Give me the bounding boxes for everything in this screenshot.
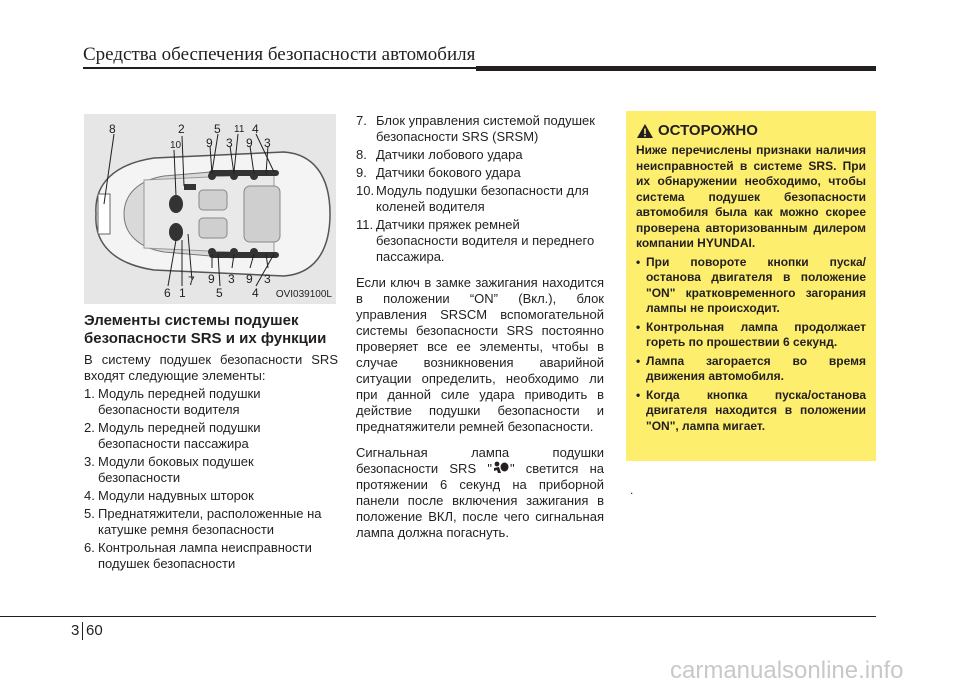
list-item [84,454,338,486]
lamp-text-before: Сигнальная лампа подушки безопасности SRS " [356,445,604,476]
component-list-part1 [84,386,338,572]
list-text: Модуль передней подушки безопасности пассажира [98,420,261,451]
list-number: 7. [356,113,367,128]
list-text: Контрольная лампа неисправности подушек безопасности [98,540,312,571]
list-text: Модуль передней подушки безопасности водителя [98,386,261,417]
warning-bullet: • Контрольная лампа продолжает гореть по прошествии 6 секунд. [636,320,866,351]
list-item [84,420,338,452]
list-text: Модуль подушки безопасности для коленей водителя [376,183,589,214]
list-text: Датчики бокового удара [376,165,521,180]
callout-label: 3 [228,272,235,286]
list-number: 1. [84,386,95,401]
warning-title: ОСТОРОЖНО [658,122,758,140]
callout-label: 1 [179,286,186,300]
srscm-paragraph: Если ключ в замке зажигания находится в положении “ON” (Вкл.), блок управления SRSCM вспомогательной системы безопасности SRS постоянно проверяет все ее элементы, чтобы в случае возникновения аварийной ситуации определить, необходимо ли при данной силе удара приводить в действие подушки безопасности и преднатяжители ремней безопасности. [356,275,604,434]
callout-label: 2 [178,122,185,136]
list-item [356,113,604,145]
list-item [356,165,604,181]
callout-label: 5 [216,286,223,300]
warning-bullet: • Лампа загорается во время движения автомобиля. [636,354,866,385]
list-text: Блок управления системой подушек безопасности SRS (SRSM) [376,113,595,144]
callout-label: 5 [214,122,221,136]
list-item [356,183,604,215]
callout-label: 9 [246,272,253,286]
list-number: 10. [356,183,375,198]
chapter-number: 3 [71,622,80,639]
warning-bullets [636,255,866,435]
warning-lamp-paragraph [356,445,604,541]
callout-label: 3 [264,272,271,286]
component-list-part2 [356,113,604,265]
list-number: 11. [356,217,374,232]
callout-label: 9 [246,136,253,150]
middle-column [356,113,604,541]
list-text: Модули боковых подушек безопасности [98,454,254,485]
list-number: 4. [84,488,95,503]
list-item [84,488,338,504]
list-item [84,386,338,418]
list-item [356,147,604,163]
list-item [84,540,338,572]
list-text: Датчики лобового удара [376,147,523,162]
list-number: 5. [84,506,95,521]
page-header-title: Средства обеспечения безопасности автомобиля [83,44,476,65]
callout-label: 11 [234,124,245,135]
callout-label: 7 [188,274,195,288]
figure-caption: OVI039100L [275,289,332,300]
list-number: 8. [356,147,367,162]
warning-header [636,123,866,139]
warning-box [626,111,876,461]
airbag-warning-icon [492,461,510,475]
page-separator [82,622,83,640]
page-number: 60 [86,622,103,639]
section-intro: В систему подушек безопасности SRS входят следующие элементы: [84,352,338,383]
callout-label: 9 [208,272,215,286]
airbag-layout-figure [84,114,336,304]
list-item [84,506,338,538]
warning-triangle-icon [636,123,654,139]
footer-rule [0,616,876,617]
list-text: Модули надувных шторок [98,488,254,503]
watermark: carmanualsonline.info [670,657,904,684]
callout-label: 4 [252,122,259,136]
callout-label: 3 [264,136,271,150]
callout-label: 6 [164,286,171,300]
warning-bullet: • Когда кнопка пуска/останова двигателя находится в положении "ON", лампа мигает. [636,388,866,435]
callout-label: 3 [226,136,233,150]
section-title: Элементы системы подушек безопасности SRS и их функции [84,312,327,347]
list-number: 2. [84,420,95,435]
callout-label: 10 [170,140,182,151]
list-number: 9. [356,165,367,180]
callout-label: 8 [109,122,116,136]
list-text: Датчики пряжек ремней безопасности водителя и переднего пассажира. [376,217,595,264]
warning-text: Ниже перечислены признаки наличия неисправностей в системе SRS. При их обнаружении необходимо, чтобы система подушек безопасности автомобиля была как можно скорее проверена авторизованным дилером компании HYUNDAI. [636,143,866,250]
left-column [84,312,338,574]
header-bar [476,66,876,71]
callout-label: 4 [252,286,259,300]
list-text: Преднатяжители, расположенные на катушке ремня безопасности [98,506,322,537]
lamp-text-after: " светится на протяжении 6 секунд на приборной панели после включения зажигания в положение ВКЛ, после чего сигнальная лампа должна погаснуть. [356,461,604,540]
stray-dot: . [630,483,634,497]
list-number: 3. [84,454,95,469]
list-item [356,217,604,265]
list-number: 6. [84,540,95,555]
warning-bullet: • При повороте кнопки пуска/останова двигателя в положение "ON" кратковременного загорания лампы не происходит. [636,255,866,317]
callout-label: 9 [206,136,213,150]
